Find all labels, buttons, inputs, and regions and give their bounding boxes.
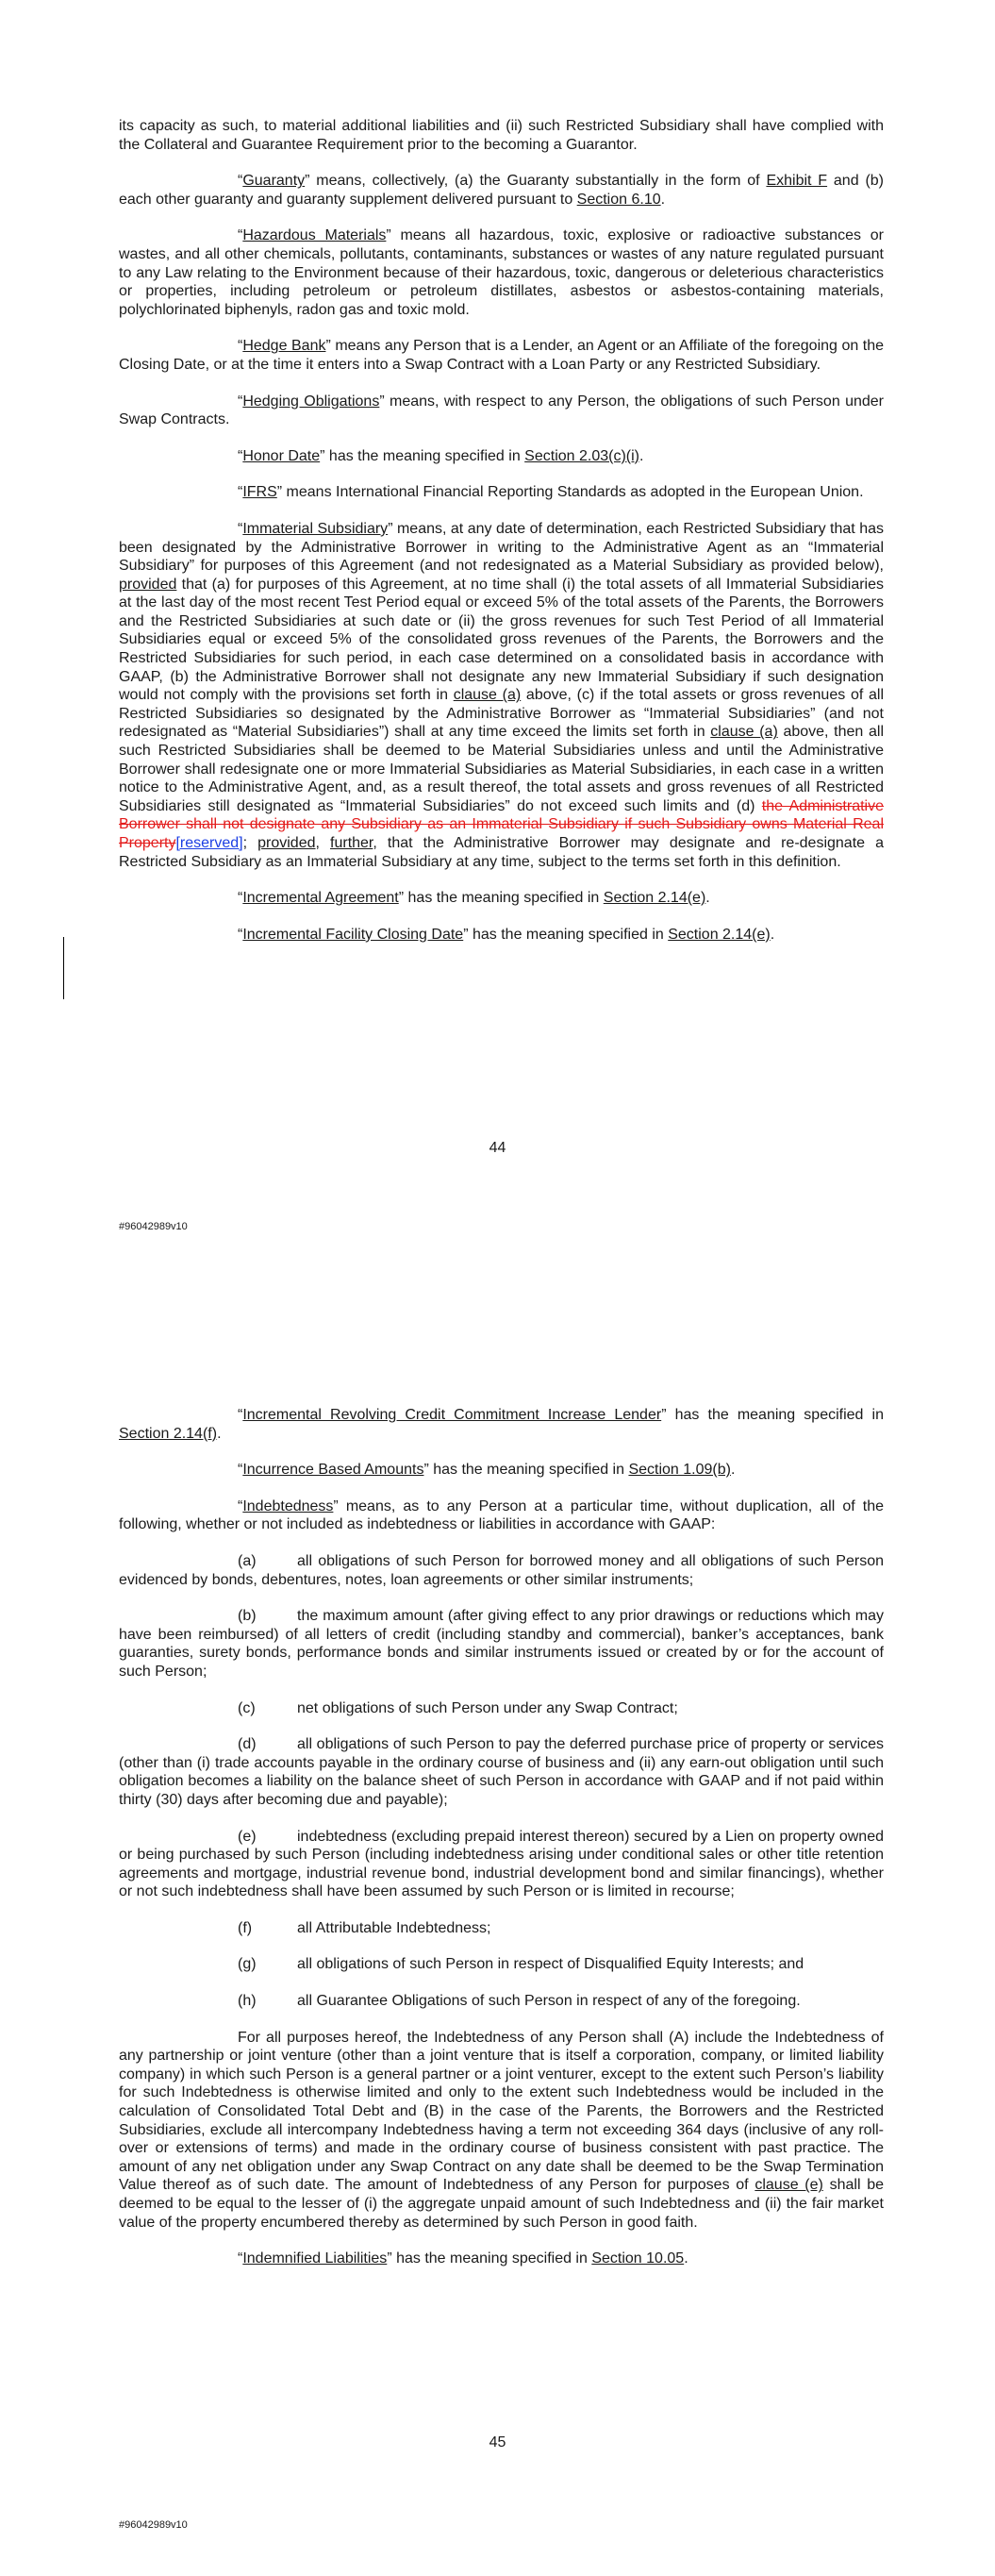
list-label: (c) [238, 1699, 256, 1716]
list-text: all obligations of such Person in respect of Disqualified Equity Interests; and [297, 1956, 804, 1973]
list-label: (d) [238, 1736, 257, 1753]
list-text: all obligations of such Person to pay the deferred purchase price of property or services (other than (i) trade accounts payable in the ordinary course of business and (ii) any earn-out obligation until such obligation becomes a liability on the balance sheet of such Person in accordance with GAAP and if not paid within thirty (30) days after becoming due and payable); [119, 1736, 884, 1808]
page-45 [0, 1359, 995, 2576]
ref-section-2-14-e: Section 2.14(e) [603, 890, 706, 907]
term-incremental-revolving-lender: Incremental Revolving Credit Commitment Increase Lender [242, 1407, 662, 1423]
definition-text: that (a) for purposes of this Agreement, at no time shall (i) the total assets of all Immaterial Subsidiaries at the last day of the most recent Test Period equal or exceed 5% of the total assets of the Parents, the Borrowers and the Restricted Subsidiaries at such date or (ii) the gross revenues for such Test Period of all Immaterial Subsidiaries equal or exceed 5% of the consolidated gross revenues of the Parents, the Borrowers and the Restricted Subsidiaries for such period, in each case determined on a consolidated basis in accordance with GAAP, (b) the Administrative Borrower shall not designate any new Immaterial Subsidiary if such designation would not comply with the provisions set forth in [119, 576, 884, 704]
provided-term: provided [257, 835, 316, 851]
definition-incurrence-based-amounts: “Incurrence Based Amounts” has the meaning specified in Section 1.09(b). [238, 1462, 736, 1479]
definition-text: ” means, collectively, (a) the Guaranty substantially in the form of [305, 173, 767, 190]
definition-text: ” means, with respect to any Person, the obligations of such Person under Swap Contracts. [119, 393, 885, 428]
further-term: further [330, 835, 373, 851]
paragraph-text: For all purposes hereof, the Indebtedness of any Person shall (A) include the Indebtedness of any partnership or joint venture (other than a joint venture that is itself a corporation, company, or limited liability company) in which such Person is a general partner or a joint venturer, except to the extent such Person’s liability for such Indebtedness is otherwise limited and only to the extent such Indebtedness would be included in the calculation of Consolidated Total Debt and (B) in the case of the Parents, the Borrowers and the Restricted Subsidiaries, exclude all intercompany Indebtedness having a term not exceeding 364 days (inclusive of any roll-over or extensions of terms) and made in the ordinary course of business consistent with past practice. The amount of any net obligation under any Swap Contract on any date shall be deemed to be the Swap Termination Value thereof as of such date. The amount of Indebtedness of any Person for purposes of [119, 2029, 884, 2194]
term-honor-date: Honor Date [242, 447, 321, 464]
provided-term: provided [119, 576, 177, 593]
term-incremental-agreement: Incremental Agreement [242, 890, 399, 907]
page-number: 45 [489, 2434, 506, 2451]
definition-text: ” has the meaning specified in [463, 926, 669, 943]
for-all-purposes-paragraph [119, 2029, 884, 2233]
ref-clause-a: clause (a) [710, 724, 778, 741]
definition-text: above, then all such Restricted Subsidiaries shall be deemed to be Material Subsidiaries unless and until the Administrative Borrower shall redesignate one or more Immaterial Subsidiaries as Material Subsidiaries, in each case in a written notice to the Administrative Agent, and, as a result thereof, the total assets and gross revenues of all Restricted Subsidiaries still designated as “Immaterial Subsidiaries” do not exceed such limits and (d) [119, 724, 884, 814]
definition-hedging-obligations: “Hedging Obligations” means, with respect to any Person, the obligations of such Person under Swap Contracts. [119, 393, 885, 428]
definition-text: . [770, 926, 775, 943]
list-label: (f) [238, 1919, 253, 1936]
document-id-footer: #96042989v10 [119, 1221, 188, 1232]
definition-text: ” means, at any date of determination, each Restricted Subsidiary that has been designated by the Administrative Borrower in writing to the Administrative Agent as an “Immaterial Subsidiary” for purposes of this Agreement (and not redesignated as a Material Subsidiary as provided below), [119, 520, 885, 575]
term-immaterial-subsidiary: Immaterial Subsidiary [242, 520, 389, 537]
definition-text: . [639, 447, 644, 464]
list-label: (e) [238, 1828, 257, 1845]
change-bar [63, 937, 64, 999]
definition-text: ” means International Financial Reporting Standards as adopted in the European Union. [276, 484, 864, 501]
definition-text: . [730, 1462, 736, 1479]
definition-text: . [684, 2250, 688, 2267]
list-item-h [119, 1992, 884, 2011]
document-id-footer: #96042989v10 [119, 2519, 188, 2531]
ref-exhibit-f: Exhibit F [766, 173, 828, 190]
continued-text: its capacity as such, to material additional liabilities and (ii) such Restricted Subsidiary shall have complied with the Collateral and Guarantee Requirement prior to the becoming a Guarantor. [119, 118, 884, 153]
definition-text: , that the Administrative Borrower may designate and re-designate a Restricted Subsidiary as an Immaterial Subsidiary at any time, subject to the terms set forth in this definition. [119, 835, 885, 870]
definition-text: and (b) each other guaranty and guaranty supplement delivered pursuant to [119, 173, 884, 208]
definition-incremental-facility-closing-date: “Incremental Facility Closing Date” has the meaning specified in Section 2.14(e). [238, 926, 775, 943]
list-text: indebtedness (excluding prepaid interest thereon) secured by a Lien on property owned or being purchased by such Person (including indebtedness arising under conditional sales or other title retention agreements and mortgage, industrial revenue bond, industrial development bond and similar financings), whether or not such indebtedness shall have been assumed by such Person or is limited in recourse; [119, 1828, 884, 1900]
page-45-body [119, 1406, 884, 2286]
term-indebtedness: Indebtedness [242, 1497, 334, 1514]
continued-paragraph [119, 117, 884, 154]
list-item-c [119, 1699, 884, 1718]
definition-text: ” has the meaning specified in [387, 2250, 592, 2267]
definition-text: ” means all hazardous, toxic, explosive or radioactive substances or wastes, and all other chemicals, pollutants, contaminants, substances or wastes of any nature regulated pursuant to any Law relating to the Environment because of their hazardous, toxic, dangerous or deleterious characteristics or properties, including petroleum or petroleum distillates, asbestos or asbestos-containing materials, polychlorinated biphenyls, radon gas and toxic mold. [119, 227, 884, 318]
definition-indebtedness: “Indebtedness” means, as to any Person at a particular time, without duplication, all of the following, whether or not included as indebtedness or liabilities in accordance with GAAP: [119, 1497, 884, 1533]
list-item-b [119, 1607, 884, 1681]
definition-text: ” has the meaning specified in [661, 1407, 884, 1423]
definition-text: ” has the meaning specified in [398, 890, 604, 907]
definition-immaterial-subsidiary: “Immaterial Subsidiary” means, at any date of determination, each Restricted Subsidiary that has been designated by the Administrative Borrower in writing to the Administrative Agent as an “Immaterial Subsidiary” for purposes of this Agreement (and not redesignated as a Material Subsidiary as provided below), provided that (a) for purposes of this Agreement, at no time shall (i) the total assets of all Immaterial Subsidiaries at the last day of the most recent Test Period equal or exceed 5% of the total assets of the Parents, the Borrowers and the Restricted Subsidiaries at such date or (ii) the gross revenues for such Test Period of all Immaterial Subsidiaries equal or exceed 5% of the consolidated gross revenues of the Parents, the Borrowers and the Restricted Subsidiaries for such period, in each case determined on a consolidated basis in accordance with GAAP, (b) the Administrative Borrower shall not designate any new Immaterial Subsidiary if such designation would not comply with the provisions set forth in clause (a) above, (c) if the total assets or gross revenues of all Restricted Subsidiaries so designated by the Administrative Borrower as “Immaterial Subsidiaries” (and not redesignated as “Material Subsidiaries”) shall at any time exceed the limits set forth in clause (a) above, then all such Restricted Subsidiaries shall be deemed to be Material Subsidiaries unless and until the Administrative Borrower shall redesignate one or more Immaterial Subsidiaries as Material Subsidiaries, in each case in a written notice to the Administrative Agent, and, as a result thereof, the total assets and gross revenues of all Restricted Subsidiaries still designated as “Immaterial Subsidiaries” do not exceed such limits and (d) the Administrative Borrower shall not designate any Subsidiary as an Immaterial Subsidiary if such Subsidiary owns Material Real Property[reserved]; provided, further, that the Administrative Borrower may designate and re-designate a Restricted Subsidiary as an Immaterial Subsidiary at any time, subject to the terms set forth in this definition. [119, 520, 885, 870]
definition-indemnified-liabilities: “Indemnified Liabilities” has the meaning specified in Section 10.05. [238, 2250, 688, 2267]
page-number: 44 [489, 1140, 506, 1156]
definition-text: ” means any Person that is a Lender, an Agent or an Affiliate of the foregoing on the Closing Date, or at the time it enters into a Swap Contract with a Loan Party or any Restricted Subsidiary. [119, 338, 885, 373]
definition-incremental-agreement: “Incremental Agreement” has the meaning specified in Section 2.14(e). [238, 890, 710, 907]
definition-text: . [705, 890, 710, 907]
list-item-f [119, 1919, 884, 1938]
ref-clause-e: clause (e) [755, 2177, 823, 2194]
definition-hazardous-materials: “Hazardous Materials” means all hazardous, toxic, explosive or radioactive substances or wastes, and all other chemicals, pollutants, contaminants, substances or wastes of any nature regulated pursuant to any Law relating to the Environment because of their hazardous, toxic, dangerous or deleterious characteristics or properties, including petroleum or petroleum distillates, asbestos or asbestos-containing materials, polychlorinated biphenyls, radon gas and toxic mold. [119, 227, 884, 318]
definition-text: ; [242, 835, 258, 851]
list-item-a [119, 1552, 884, 1589]
definition-hedge-bank: “Hedge Bank” means any Person that is a Lender, an Agent or an Affiliate of the foregoing on the Closing Date, or at the time it enters into a Swap Contract with a Loan Party or any Restricted Subsidiary. [119, 338, 885, 373]
ref-clause-a: clause (a) [453, 687, 522, 704]
list-item-e [119, 1828, 884, 1901]
ref-section-1-09-b: Section 1.09(b) [628, 1462, 731, 1479]
definition-text: above, (c) if the total assets or gross revenues of all Restricted Subsidiaries so designated by the Administrative Borrower as “Immaterial Subsidiaries” (and not redesignated as “Material Subsidiaries”) shall at any time exceed the limits set forth in [119, 687, 885, 741]
ref-section-2-14-f: Section 2.14(f) [119, 1425, 218, 1442]
page-44-body [119, 117, 884, 962]
list-label: (g) [238, 1956, 257, 1973]
ref-section-2-14-e: Section 2.14(e) [668, 926, 771, 943]
inserted-text: [reserved] [175, 835, 243, 851]
term-guaranty: Guaranty [242, 173, 306, 190]
list-label: (b) [238, 1608, 257, 1625]
term-hedge-bank: Hedge Bank [242, 338, 326, 355]
paragraph-text: shall be deemed to be equal to the lesser of (i) the aggregate unpaid amount of such Indebtedness and (ii) the fair market value of the property encumbered thereby as determined by such Person in good faith. [119, 2177, 885, 2231]
list-item-d [119, 1735, 884, 1809]
definition-text: , [315, 835, 331, 851]
term-indemnified-liabilities: Indemnified Liabilities [242, 2250, 388, 2267]
term-hazardous-materials: Hazardous Materials [242, 227, 387, 244]
definition-text: . [660, 191, 666, 208]
list-text: the maximum amount (after giving effect to any prior drawings or reductions which may have been reimbursed) of all letters of credit (including standby and commercial), banker’s acceptances, bank guaranties, surety bonds, performance bonds and similar instruments issued or created by or for the account of such Person; [119, 1608, 884, 1680]
definition-guaranty: “Guaranty” means, collectively, (a) the Guaranty substantially in the form of Exhibit F and (b) each other guaranty and guaranty supplement delivered pursuant to Section 6.10. [119, 173, 884, 208]
definition-text: ” has the meaning specified in [320, 447, 525, 464]
ref-section-6-10: Section 6.10 [576, 191, 661, 208]
list-label: (a) [238, 1552, 257, 1569]
deleted-text: the Administrative Borrower shall not designate any Subsidiary as an Immaterial Subsidiary if such Subsidiary owns Material Real Property [119, 797, 884, 851]
term-ifrs: IFRS [242, 484, 277, 501]
definition-text: ” means, as to any Person at a particular time, without duplication, all of the following, whether or not included as indebtedness or liabilities in accordance with GAAP: [119, 1497, 884, 1533]
list-text: net obligations of such Person under any Swap Contract; [297, 1699, 678, 1716]
ref-section-2-03-c-i: Section 2.03(c)(i) [524, 447, 639, 464]
definition-honor-date: “Honor Date” has the meaning specified in Section 2.03(c)(i). [238, 447, 644, 464]
list-item-g [119, 1955, 884, 1974]
definition-incremental-revolving-credit-commitment-increase-lender: “Incremental Revolving Credit Commitment Increase Lender” has the meaning specified in Section 2.14(f). [119, 1407, 884, 1442]
list-text: all obligations of such Person for borrowed money and all obligations of such Person evidenced by bonds, debentures, notes, loan agreements or other similar instruments; [119, 1552, 884, 1588]
list-text: all Attributable Indebtedness; [297, 1919, 491, 1936]
term-hedging-obligations: Hedging Obligations [242, 393, 380, 410]
definition-ifrs: “IFRS” means International Financial Reporting Standards as adopted in the European Union. [238, 484, 864, 501]
list-label: (h) [238, 1993, 257, 2010]
definition-text: . [217, 1425, 222, 1442]
definition-text: ” has the meaning specified in [423, 1462, 629, 1479]
term-incurrence-based-amounts: Incurrence Based Amounts [242, 1462, 424, 1479]
term-incremental-facility-closing-date: Incremental Facility Closing Date [242, 926, 464, 943]
ref-section-10-05: Section 10.05 [591, 2250, 685, 2267]
list-text: all Guarantee Obligations of such Person in respect of any of the foregoing. [297, 1993, 801, 2010]
